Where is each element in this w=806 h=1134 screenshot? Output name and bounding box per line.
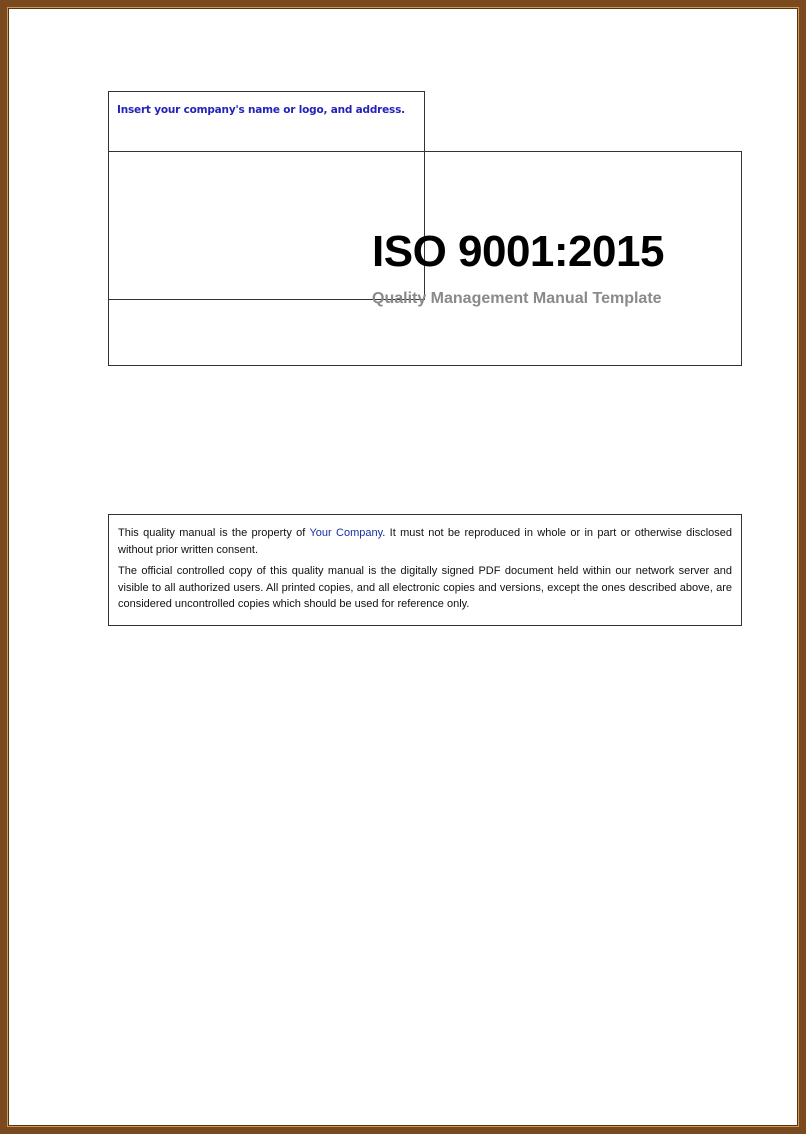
- ownership-text-start: This quality manual is the property of: [118, 527, 310, 539]
- document-subtitle: Quality Management Manual Template: [372, 290, 662, 307]
- document-title: ISO 9001:2015: [372, 227, 664, 276]
- ownership-text-end: . It must not be reproduced in whole or in part or otherwise disclosed without prior written consent.: [118, 527, 732, 556]
- ownership-paragraph: [118, 525, 732, 558]
- controlled-copy-paragraph: The official controlled copy of this quality manual is the digitally signed PDF document held within our network server and visible to all authorized users. All printed copies, and all electronic copies and versions, except the ones described above, are considered uncontrolled copies which should be used for reference only.: [118, 565, 732, 610]
- logo-placeholder-text: Insert your company's name or logo, and address.: [117, 104, 405, 116]
- company-name-link[interactable]: Your Company: [309, 527, 383, 539]
- ownership-notice-box: [108, 514, 742, 626]
